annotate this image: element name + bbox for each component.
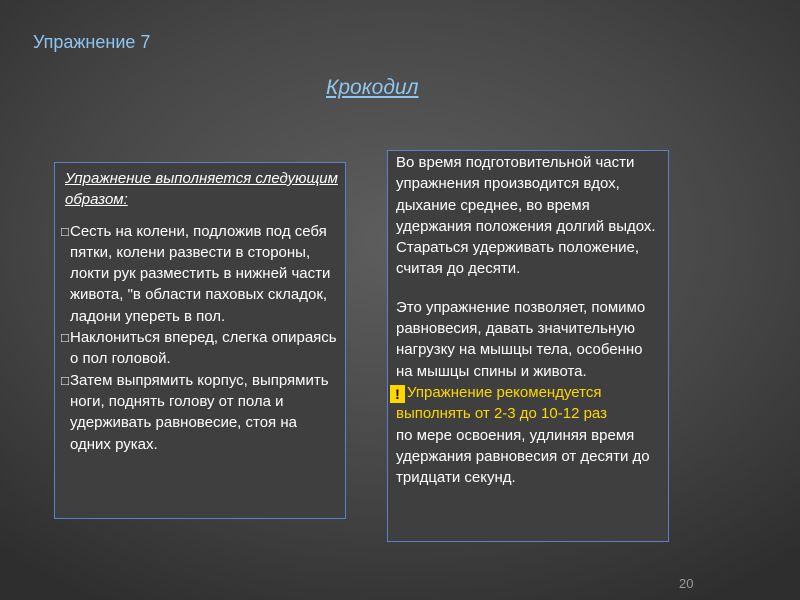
instruction-step [61,370,341,455]
exercise-title: Крокодил [326,76,419,99]
recommendation-tail: по мере освоения, удлиняя время удержания равновесия от десяти до тридцати секунд. [396,426,650,487]
bullet-icon: □ [61,330,69,346]
slide-label: Упражнение 7 [33,32,151,52]
benefit-note [396,297,662,489]
instruction-step-text: Наклониться вперед, слегка опираясь о пол головой. [70,329,337,368]
instruction-step-text: Затем выпрямить корпус, выпрямить ноги, поднять голову от пола и удерживать равновесие, стоя на одних руках. [70,371,329,453]
page-number: 20 [679,576,694,591]
bullet-icon: □ [61,372,69,388]
instruction-step-text: Сесть на колени, подложив под себя пятки, колени развести в стороны, локти рук разместить в нижней части живота, "в области паховых складок, ладони упереть в пол. [70,222,331,325]
warning-icon: ! [390,385,405,403]
instructions-box [54,162,346,519]
recommendation-highlight: Упражнение рекомендуется выполнять от 2-3 до 10-12 раз [396,383,607,423]
instructions-lead: Упражнение выполняется следующим образом: [65,170,338,209]
instruction-step [61,221,341,327]
instruction-step [61,327,341,370]
benefit-text: Это упражнение позволяет, помимо равновесия, давать значительную нагрузку на мышцы тела, особенно на мышцы спины и живота. [396,298,646,380]
breathing-note: Во время подготовительной части упражнения производится вдох, дыхание среднее, во время удержания положения долгий выдох. Стараться удерживать положение, считая до десяти. [396,154,656,278]
notes-box [387,150,669,542]
bullet-icon: □ [61,223,69,239]
